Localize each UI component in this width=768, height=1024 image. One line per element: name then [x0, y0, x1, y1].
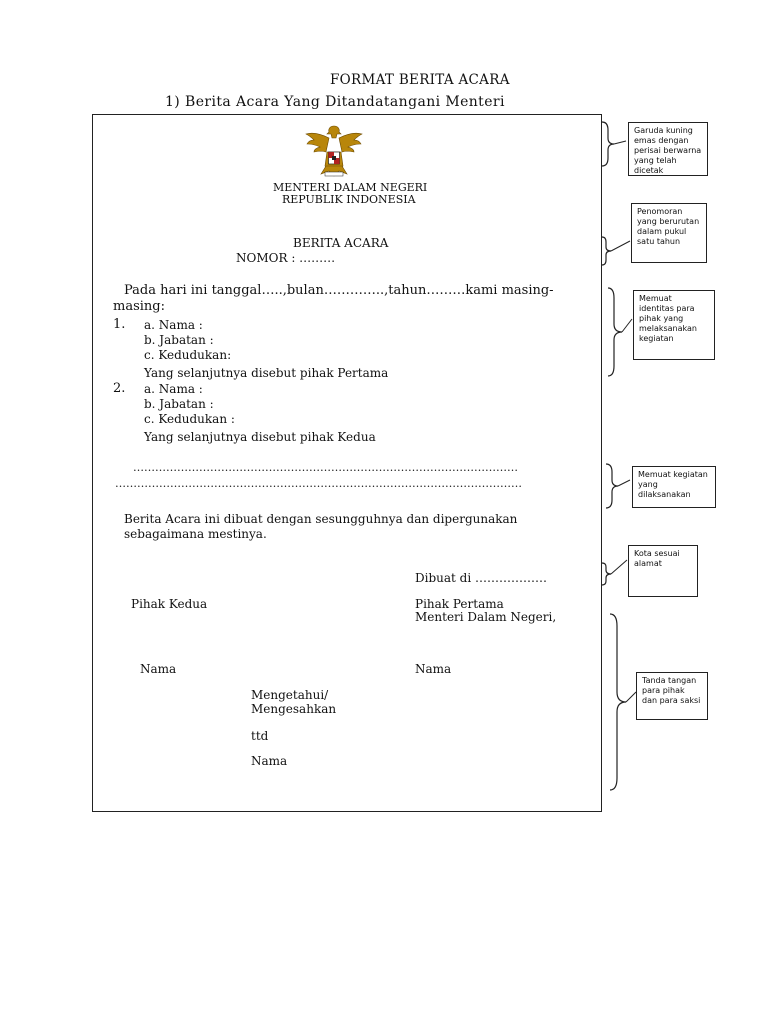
closing-line-1: Berita Acara ini dibuat dengan sesungguhnya dan dipergunakan — [124, 512, 518, 526]
emblem-caption-ministry: MENTERI DALAM NEGERI — [273, 181, 428, 194]
first-party-name: Nama — [415, 662, 452, 676]
activity-dotted-line-1: …………………………………………………………………………………………… — [133, 461, 518, 474]
note-activity: Memuat kegiatan yang dilaksanakan — [632, 466, 716, 508]
party-2-position: b. Jabatan : — [144, 397, 214, 411]
closing-line-2: sebagaimana mestinya. — [124, 527, 267, 541]
opening-line-2: masing: — [113, 299, 165, 314]
connector-garuda — [614, 140, 628, 146]
connector-numbering — [611, 240, 631, 254]
second-party-label: Pihak Kedua — [131, 597, 208, 611]
note-city: Kota sesuai alamat — [628, 545, 698, 597]
acknowledge-line-1: Mengetahui/ — [251, 688, 329, 702]
connector-activity — [618, 478, 632, 490]
connector-city — [611, 558, 629, 576]
garuda-emblem-icon — [303, 122, 365, 178]
party-2-role: c. Kedudukan : — [144, 412, 235, 426]
emblem-caption-republic: REPUBLIK INDONESIA — [282, 193, 416, 206]
note-garuda: Garuda kuning emas dengan perisai berwarna yang telah dicetak — [628, 122, 708, 176]
opening-line-1: Pada hari ini tanggal…..,bulan…………..,tahun………kami masing- — [124, 283, 554, 298]
note-numbering: Penomoran yang berurutan dalam pukul satu tahun — [631, 203, 707, 263]
party-1-index: 1. — [113, 317, 126, 332]
first-party-title: Menteri Dalam Negeri, — [415, 610, 557, 624]
party-1-name: a. Nama : — [144, 318, 203, 332]
party-2-note: Yang selanjutnya disebut pihak Kedua — [144, 430, 376, 444]
acknowledge-line-2: Mengesahkan — [251, 702, 337, 716]
first-party-label: Pihak Pertama — [415, 597, 504, 611]
party-1-note: Yang selanjutnya disebut pihak Pertama — [144, 366, 389, 380]
note-signature: Tanda tangan para pihak dan para saksi — [636, 672, 708, 720]
activity-dotted-line-2: ………………………………………………………………………………………………… — [115, 477, 522, 490]
party-2-index: 2. — [113, 381, 126, 396]
witness-name: Nama — [251, 754, 288, 768]
made-at: Dibuat di ……………… — [415, 571, 547, 585]
party-1-position: b. Jabatan : — [144, 333, 214, 347]
report-number: NOMOR : ……… — [236, 251, 336, 265]
document-format-title: FORMAT BERITA ACARA — [330, 72, 510, 88]
report-heading: BERITA ACARA — [293, 236, 389, 250]
document-subtitle: 1) Berita Acara Yang Ditandatangani Menteri — [165, 94, 505, 110]
second-party-name: Nama — [140, 662, 177, 676]
party-2-name: a. Nama : — [144, 382, 203, 396]
ttd-label: ttd — [251, 729, 269, 743]
note-identity: Memuat identitas para pihak yang melaksanakan kegiatan — [633, 290, 715, 360]
party-1-role: c. Kedudukan: — [144, 348, 232, 362]
